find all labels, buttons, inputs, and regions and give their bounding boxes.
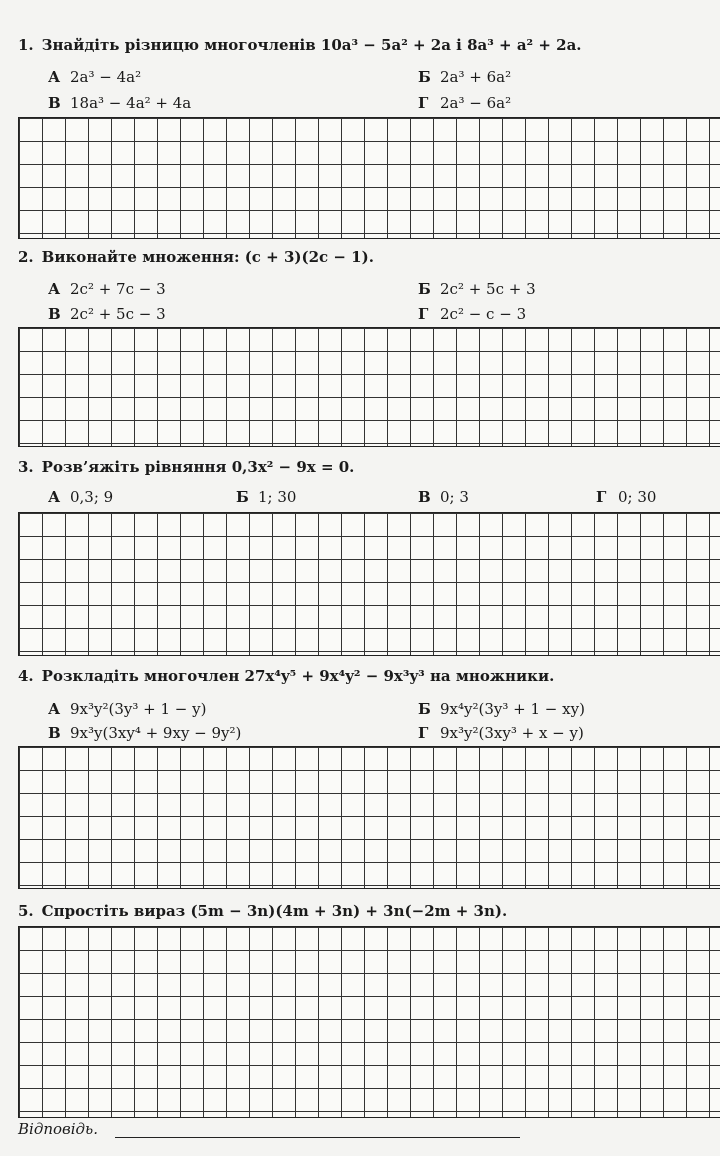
task-3-work-grid[interactable] <box>18 512 720 656</box>
task-1-option-c[interactable]: В 18a³ − 4a² + 4a <box>48 94 192 112</box>
task-1-option-b[interactable]: Б 2a³ + 6a² <box>418 68 512 86</box>
task-2-option-d[interactable]: Г 2c² − c − 3 <box>418 305 527 323</box>
task-3-option-b[interactable]: Б 1; 30 <box>236 488 297 506</box>
task-4-option-b[interactable]: Б 9x⁴y²(3y³ + 1 − xy) <box>418 700 585 718</box>
task-2-work-grid[interactable] <box>18 327 720 447</box>
task-4-option-c[interactable]: В 9x³y(3xy⁴ + 9xy − 9y²) <box>48 724 242 742</box>
task-2-option-a[interactable]: А 2c² + 7c − 3 <box>48 280 166 298</box>
answer-input-line[interactable] <box>115 1137 520 1138</box>
task-2-question: 2. Виконайте множення: (c + 3)(2c − 1). <box>18 248 374 266</box>
task-1-question: 1. Знайдіть різницю многочленів 10a³ − 5a² + 2a і 8a³ + a² + 2a. <box>18 36 582 54</box>
task-3-question: 3. Розв’яжіть рівняння 0,3x² − 9x = 0. <box>18 458 355 476</box>
task-2-option-c[interactable]: В 2c² + 5c − 3 <box>48 305 166 323</box>
task-1-option-d[interactable]: Г 2a³ − 6a² <box>418 94 512 112</box>
task-4-option-a[interactable]: А 9x³y²(3y³ + 1 − y) <box>48 700 207 718</box>
task-3-option-a[interactable]: А 0,3; 9 <box>48 488 114 506</box>
task-5-work-grid[interactable] <box>18 926 720 1118</box>
task-3-option-c[interactable]: В 0; 3 <box>418 488 469 506</box>
answer-label: Відповідь. <box>18 1120 98 1138</box>
task-1-option-a[interactable]: А 2a³ − 4a² <box>48 68 142 86</box>
task-4-question: 4. Розкладіть многочлен 27x⁴y⁵ + 9x⁴y² − 9x³y³ на множники. <box>18 667 555 685</box>
task-3-option-d[interactable]: Г 0; 30 <box>596 488 657 506</box>
task-5-question: 5. Спростіть вираз (5m − 3n)(4m + 3n) + 3n(−2m + 3n). <box>18 902 508 920</box>
task-4-work-grid[interactable] <box>18 746 720 889</box>
task-1-work-grid[interactable] <box>18 117 720 239</box>
task-4-option-d[interactable]: Г 9x³y²(3xy³ + x − y) <box>418 724 584 742</box>
task-2-option-b[interactable]: Б 2c² + 5c + 3 <box>418 280 536 298</box>
